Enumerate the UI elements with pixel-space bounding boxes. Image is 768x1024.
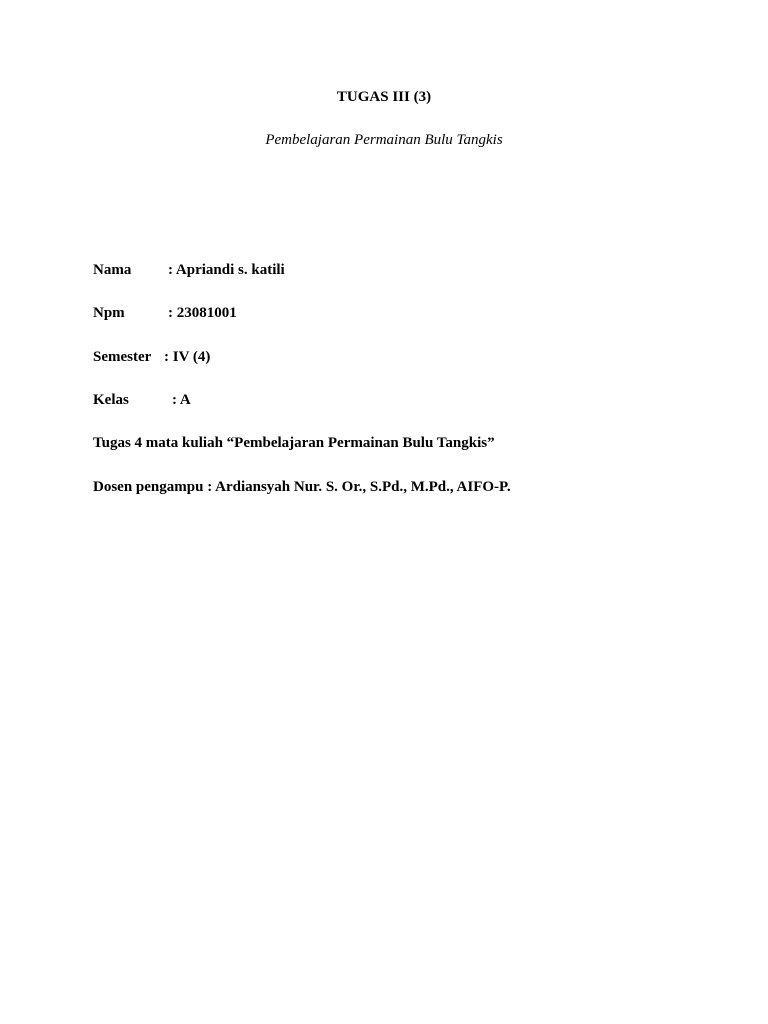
document-title: TUGAS III (3) bbox=[336, 89, 432, 105]
tugas-line: Tugas 4 mata kuliah “Pembelajaran Permainan Bulu Tangkis” bbox=[93, 435, 495, 451]
field-semester bbox=[93, 347, 210, 367]
field-nama-value: : Apriandi s. katili bbox=[168, 262, 285, 278]
field-nama bbox=[93, 260, 285, 280]
field-semester-label: Semester bbox=[93, 349, 152, 365]
dosen-line: Dosen pengampu : Ardiansyah Nur. S. Or., S.Pd., M.Pd., AIFO-P. bbox=[93, 479, 511, 495]
field-npm-label: Npm bbox=[93, 305, 125, 321]
field-semester-value: : IV (4) bbox=[164, 349, 211, 365]
field-kelas-value: : A bbox=[172, 392, 191, 408]
document-subtitle: Pembelajaran Permainan Bulu Tangkis bbox=[265, 132, 503, 148]
field-kelas-label: Kelas bbox=[93, 392, 129, 408]
field-nama-label: Nama bbox=[93, 262, 132, 278]
field-kelas bbox=[93, 390, 191, 410]
field-npm-value: : 23081001 bbox=[168, 305, 237, 321]
field-npm bbox=[93, 303, 237, 323]
